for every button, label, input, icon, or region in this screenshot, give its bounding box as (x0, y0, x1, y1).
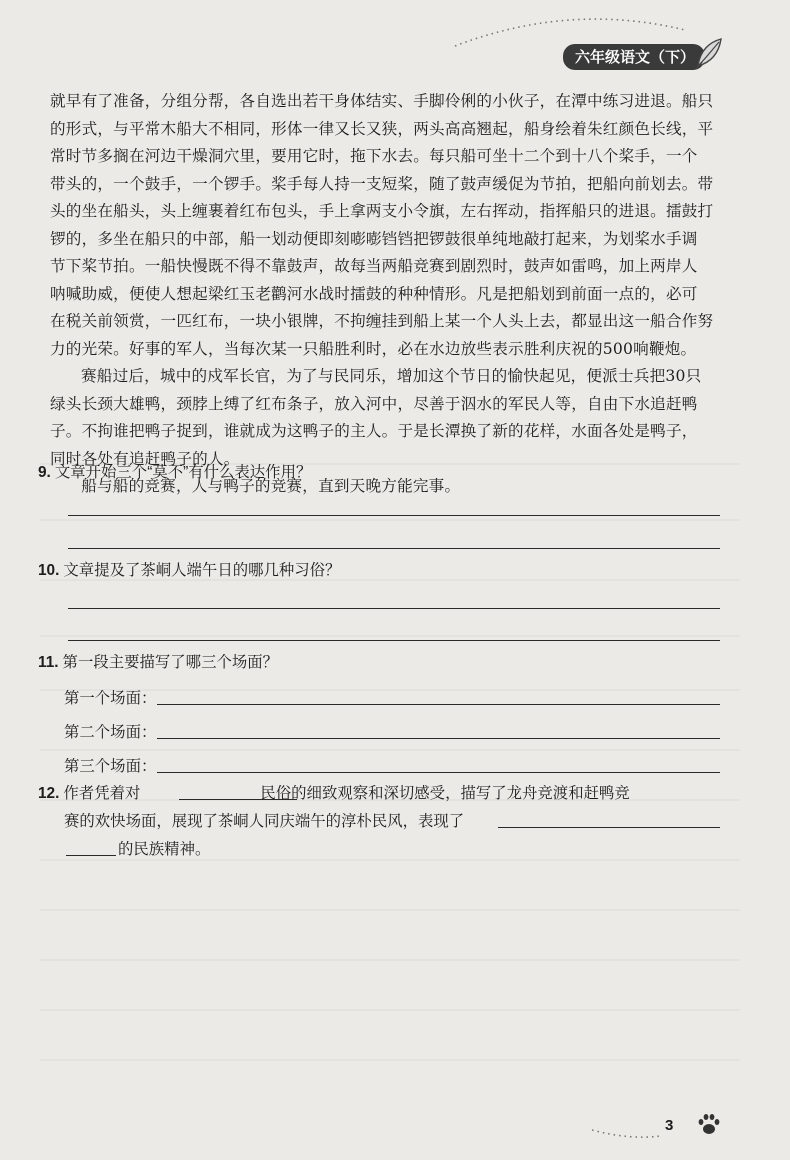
answer-line[interactable] (68, 640, 720, 641)
passage-line: 就早有了准备，分组分帮，各自选出若干身体结实、手脚伶俐的小伙子，在潭中练习进退。船只 (50, 92, 714, 110)
question-12: 12. 作者凭着对 民俗的细致观察和深切感受，描写了龙舟竞渡和赶鸭竞 (38, 785, 630, 802)
answer-line[interactable] (68, 608, 720, 609)
question-12-line-3 (118, 837, 210, 859)
page-number: 3 (665, 1117, 674, 1134)
passage-line: 赛船过后，城中的戍军长官，为了与民同乐，增加这个节日的愉快起见，便派士兵把30只 (81, 367, 702, 385)
answer-line[interactable] (68, 515, 720, 516)
dotted-arc-decoration (450, 8, 690, 48)
passage-line: 带头的，一个鼓手，一个锣手。桨手每人持一支短桨，随了鼓声缓促为节拍，把船向前划去。带 (50, 174, 714, 193)
passage-line: 同时各处有追赶鸭子的人。 (50, 449, 240, 468)
passage-line: 头的坐在船头，头上缠裹着红布包头，手上拿两支小令旗，左右挥动，指挥船只的进退。擂鼓打 (50, 202, 714, 220)
question-12-part-3: 赛的欢快场面，展现了茶峒人同庆端午的淳朴民风，表现了 (64, 813, 465, 830)
volume-label: （下） (650, 48, 696, 66)
leaf-icon (694, 36, 724, 70)
passage-line: 锣的，多坐在船只的中部，船一划动便即刻嘭嘭铛铛把锣鼓很单纯地敲打起来，为划桨水手调 (50, 229, 698, 248)
question-9-text: 文章开始三个“莫不”有什么表达作用？ (54, 464, 312, 481)
scene-3-blank[interactable] (157, 772, 720, 773)
question-12-part-4: 的民族精神。 (118, 841, 211, 858)
question-12-part-2: 民俗的细致观察和深切感受，描写了龙舟竞渡和赶鸭竞 (260, 785, 630, 802)
question-11-text: 第一段主要描写了哪三个场面？ (62, 654, 279, 671)
scene-3-label: 第三个场面： (64, 758, 157, 775)
question-10-text: 文章提及了茶峒人端午日的哪几种习俗？ (63, 562, 341, 579)
paragraph-3: 船与船的竞赛，人与鸭子的竞赛，直到天晚方能完事。 (81, 477, 461, 495)
paw-print-icon (696, 1112, 722, 1138)
question-10: 10. 文章提及了茶峒人端午日的哪几种习俗？ (38, 562, 341, 579)
scene-2-label: 第二个场面： (64, 724, 157, 741)
passage-line: 力的光荣。好事的军人，当每次某一只船胜利时，必在水边放些表示胜利庆祝的500响鞭炮。 (50, 339, 697, 358)
question-12-part-1: 作者凭着对 (63, 785, 141, 802)
passage-line: 在税关前领赏，一匹红布，一块小银牌，不拘缠挂到船上某一个人头上去，都显出这一船合作努 (50, 312, 714, 330)
passage-line: 节下桨节拍。一船快慢既不得不靠鼓声，故每当两船竞赛到剧烈时，鼓声如雷鸣，加上两岸人 (50, 257, 698, 275)
paragraph-2 (50, 363, 730, 473)
passage (50, 88, 730, 501)
passage-line: 子。不拘谁把鸭子捉到，谁就成为这鸭子的主人。于是长潭换了新的花样，水面各处是鸭子， (50, 422, 698, 440)
passage-line: 的形式，与平常木船大不相同，形体一律又长又狭，两头高高翘起，船身绘着朱红颜色长线，平 (50, 119, 714, 138)
header-badge (563, 44, 705, 70)
grade-label: 六年级 (575, 48, 621, 66)
scene-1-label: 第一个场面： (64, 690, 157, 707)
question-9: 9. 文章开始三个“莫不”有什么表达作用？ (38, 464, 312, 481)
scene-1-blank[interactable] (157, 704, 720, 705)
spirit-blank-2[interactable] (66, 855, 116, 856)
spirit-blank-1[interactable] (498, 827, 720, 828)
scene-2-blank[interactable] (157, 738, 720, 739)
answer-line[interactable] (68, 548, 720, 549)
question-11: 11. 第一段主要描写了哪三个场面？ (38, 654, 279, 671)
paragraph-1 (50, 88, 730, 363)
subject-label: 语文 (620, 48, 651, 66)
passage-line: 绿头长颈大雄鸭，颈脖上缚了红布条子，放入河中，尽善于泅水的军民人等，自由下水追赶鸭 (50, 394, 698, 413)
question-12-line-2 (64, 809, 464, 831)
passage-line: 呐喊助威，便使人想起梁红玉老鹳河水战时擂鼓的种种情形。凡是把船划到前面一点的，必可 (50, 284, 698, 303)
passage-line: 常时节多搁在河边干燥洞穴里，要用它时，拖下水去。每只船可坐十二个到十八个桨手，一个 (50, 147, 698, 165)
folk-custom-blank[interactable] (179, 799, 297, 800)
